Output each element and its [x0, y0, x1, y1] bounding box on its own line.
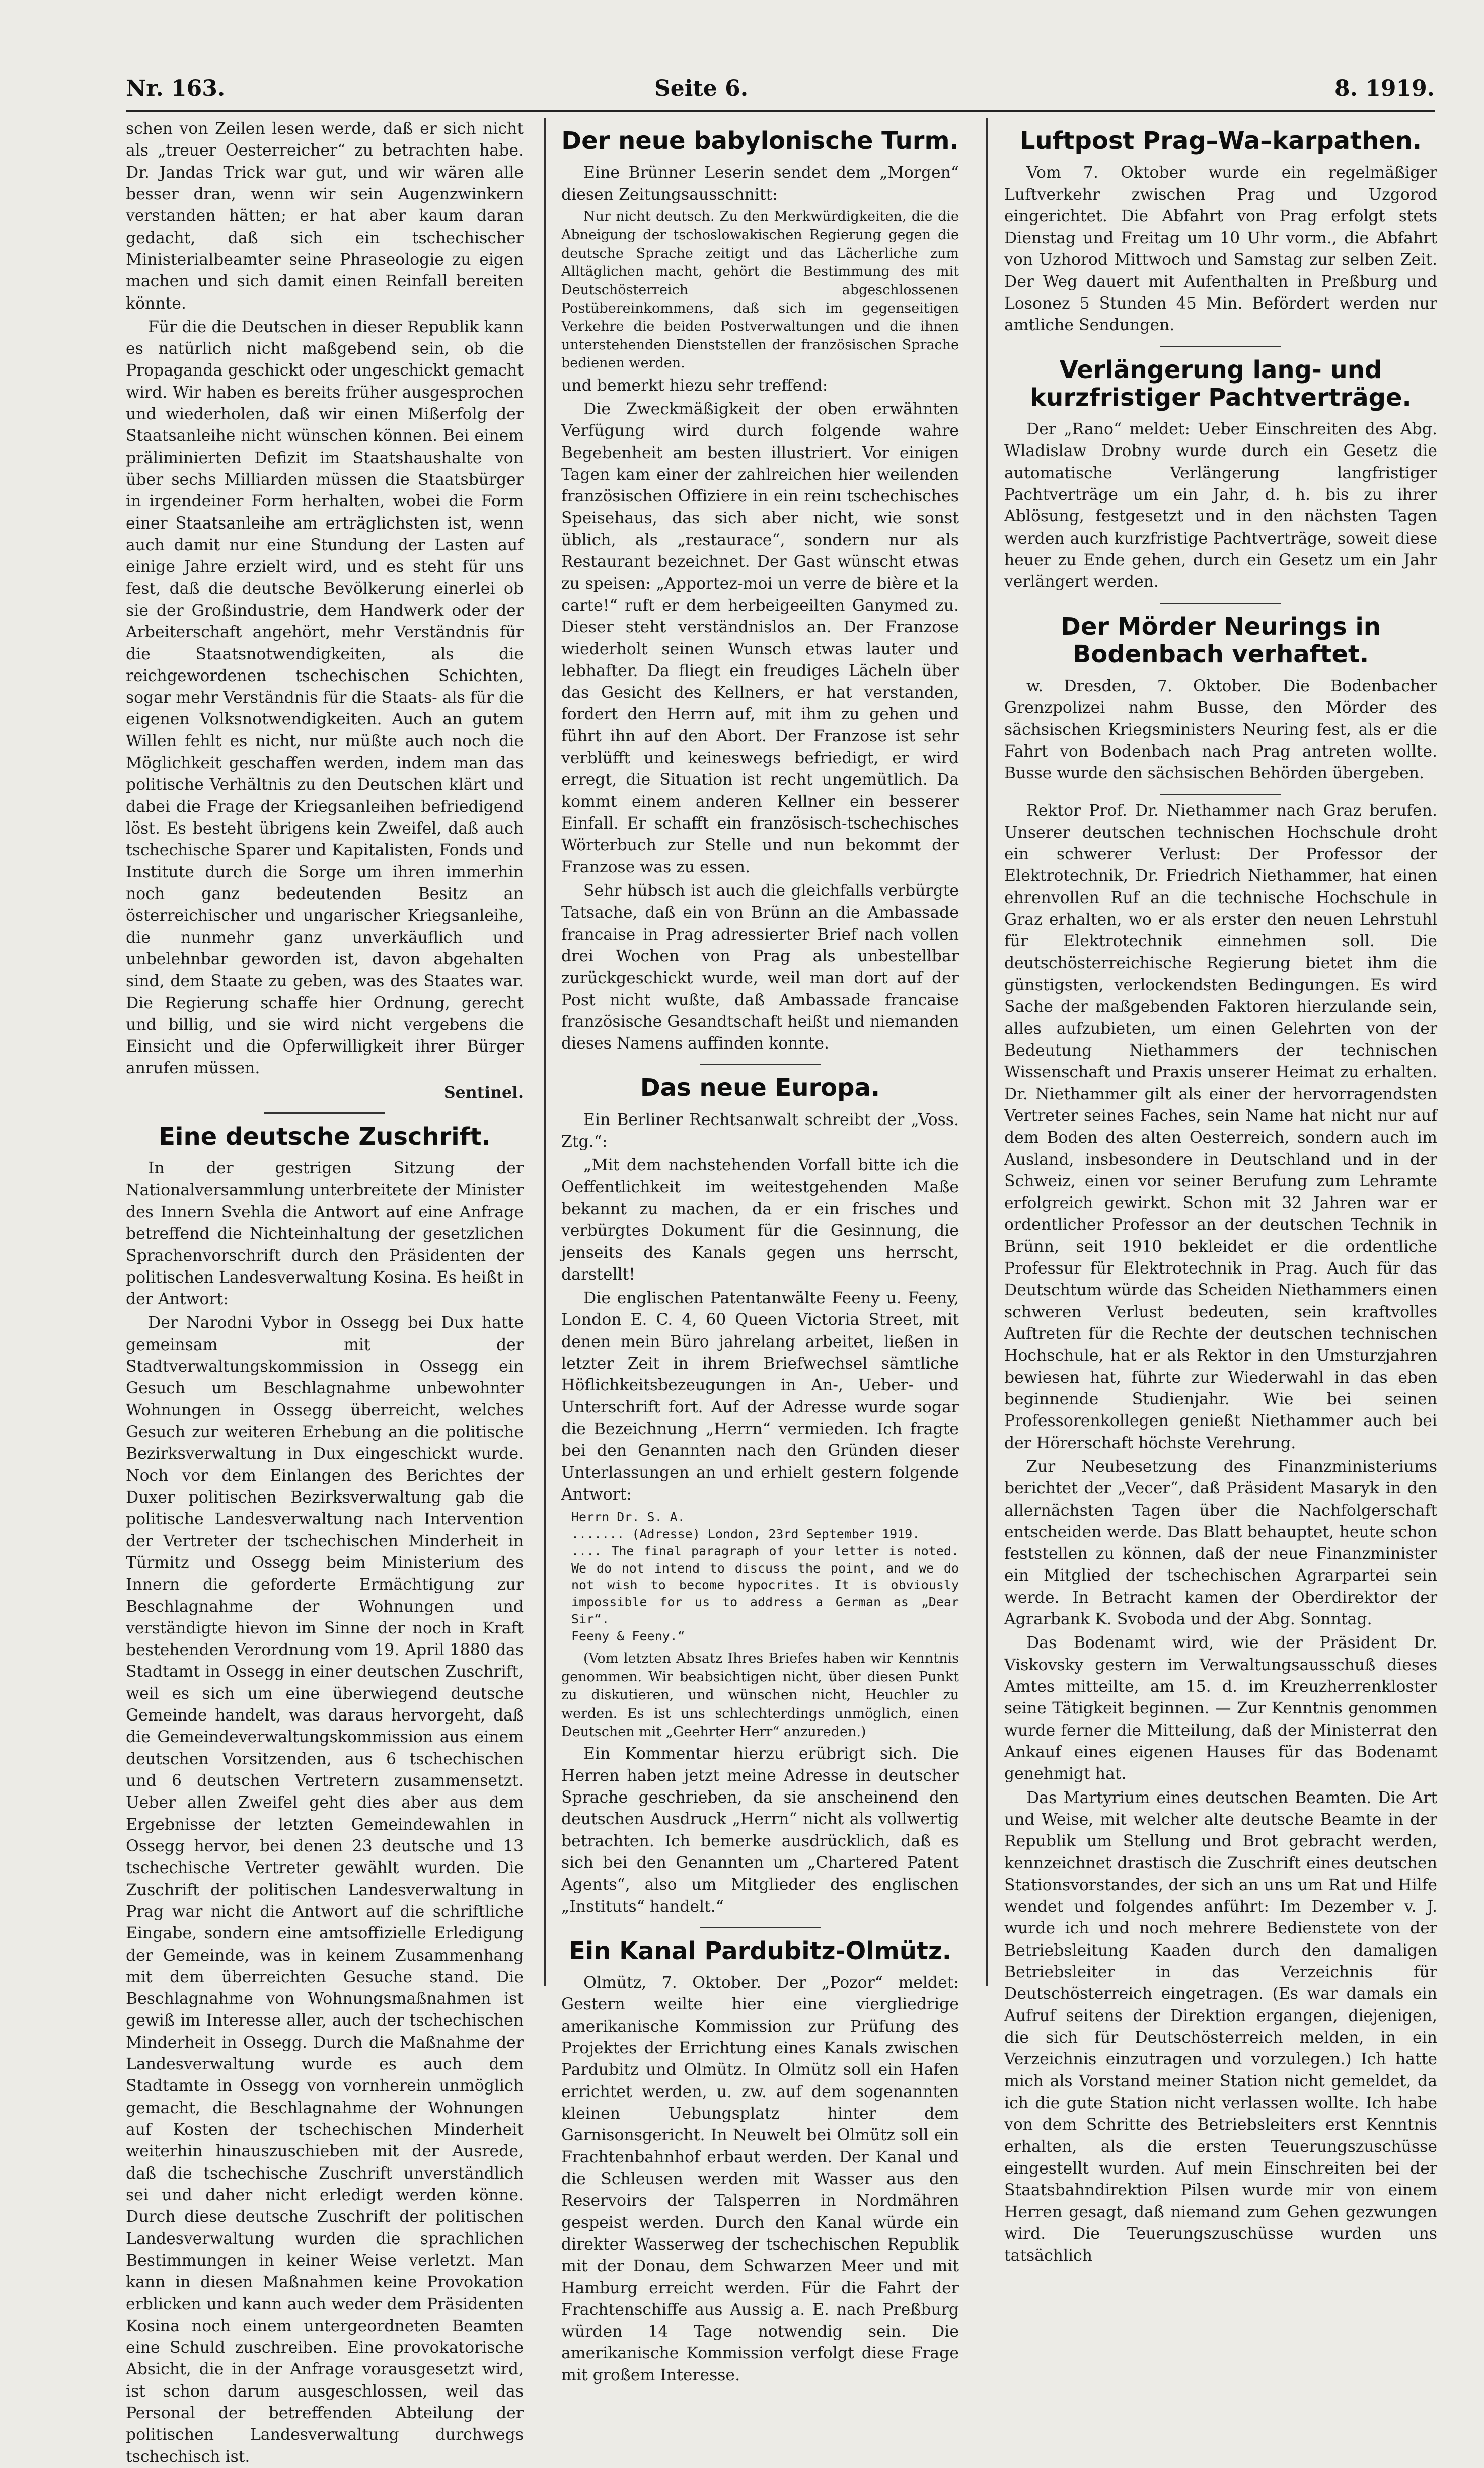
article-paragraph: Rektor Prof. Dr. Niethammer nach Graz berufen. Unserer deutschen technischen Hochschule droht ein schwerer Verlust: Der Professor der Elektrotechnik, Dr. Friedrich Niethammer, hat einen ehrenvollen Ruf an die technische Hochschule in Graz erhalten, wo er als erster den neuen Lehrstuhl für Elektrotechnik einnehmen soll. Die deutschösterreichische Regierung bietet ihm die günstigsten, verlockendsten Bedingungen. Es wird Sache der maßgebenden Faktoren hierzulande sein, alles aufzubieten, um einen Gelehrten von der Bedeutung Niethammers der technischen Wissenschaft und Praxis unserer Heimat zu erhalten. Dr. Niethammer gilt als einer der hervorragendsten Vertreter seines Faches, sein Name hat nicht nur auf dem Boden des alten Oesterreich, sondern auch im Ausland, insbesondere in Deutschland und in der Schweiz, einen vor seiner Berufung zum Lehramte erfolgreich gewirkt. Schon mit 32 Jahren war er ordentlicher Professor an der deutschen Technik in Brünn, seit 1910 bekleidet er die ordentliche Professur für Elektrotechnik in Prag. Auch für das Deutschtum würde das Scheiden Niethammers einen schweren Verlust bedeuten, sein kraftvolles Auftreten für die Rechte der deutschen technischen Hochschule, hat er als Rektor in den Umsturzjahren bewiesen hat, führte zur Wiederwahl in das eben beginnende Studienjahr. Wie bei seinen Professorenkollegen genießt Niethammer auch bei der Hörerschaft höchste Verehrung. — [1004, 801, 1437, 1452]
page-number: Seite 6. — [654, 76, 749, 101]
article-paragraph: „Mit dem nachstehenden Vorfall bitte ich die Oeffentlichkeit im weitestgehenden Maße bekannt zu machen, da er ein frisches und verbürgtes Dokument für die Gesinnung, die jenseits des Kanals gegen uns herrscht, darstellt! — [561, 1156, 959, 1284]
article-paragraph: Der „Rano“ meldet: Ueber Einschreiten des Abg. Wladislaw Drobny wurde durch ein Gesetz die automatische Verlängerung langfristiger Pachtverträge um ein Jahr, d. h. bis zu ihrer Ablösung, festgesetzt und in den nächsten Tagen werden auch kurzfristige Pachtverträge, soweit diese heuer zu Ende gehen, durch ein Gesetz um ein Jahr verlängert werden. — [1004, 420, 1437, 591]
english-letter-quote: Herrn Dr. S. A. ....... (Adresse) London, 23rd September 1919. .... The final paragraph of your letter is noted. We do not intend to discuss the point, and we do not wish to become hypocrites. It is obviously impossible for us to address a German as „Dear Sir“. Feeny & Feeny.“ — [571, 1510, 959, 1643]
headline-europa: Das neue Europa. — [640, 1074, 880, 1102]
article-paragraph: Für die die Deutschen in dieser Republik kann es natürlich nicht maßgebend sein, ob die Propaganda geschickt oder ungeschickt gemacht wird. Wir haben es bereits früher ausgesprochen und wiederholen, daß wir einen Mißerfolg der Staatsanleihe nicht wünschen können. Bei einem präliminierten Defizit im Staatshaushalte von über sechs Milliarden müssen die Staatsbürger in irgendeiner Form herhalten, wobei die Form einer Staatsanleihe am erträglichsten ist, wenn auch damit nur eine Stundung der Lasten auf einige Jahre erzielt wird, und es steht für uns fest, daß die deutsche Bevölkerung einerlei ob sie der Großindustrie, dem Handwerk oder der Arbeiterschaft angehört, mehr Verständnis für die Staatsnotwendigkeiten, als die reichgewordenen tschechischen Schichten, sogar mehr Verständnis für die Staats- als für die eigenen Volksnotwendigkeiten. Auch an gutem Willen fehlt es nicht, nur müßte auch noch die Möglichkeit geschaffen werden, indem man das politische Verhältnis zu den Deutschen klärt und dabei die Frage der Kriegsanleihen befriedigend löst. Es besteht übrigens kein Zweifel, daß auch tschechische Sparer und Kapitalisten, Fonds und Institute durch die Sorge um ihren immerhin noch ganz bedeutenden Besitz an österreichischer und ungarischer Kriegsanleihe, die nunmehr ganz unverkäuflich und unbelehnbar geworden ist, davon abgehalten sind, dem Staate zu geben, was des Staates war. Die Regierung schaffe hier Ordnung, gerecht und billig, und sie wird nicht vergebens die Einsicht und die Opferwilligkeit ihrer Bürger anrufen müssen. — [126, 318, 524, 1078]
column-3 — [1004, 118, 1437, 2265]
separator — [700, 1927, 821, 1928]
author-signature: Sentinel. — [443, 1083, 524, 1102]
separator — [1160, 603, 1281, 604]
separator — [700, 1064, 821, 1065]
page-header — [126, 65, 1435, 111]
article-paragraph: Zur Neubesetzung des Finanzministeriums berichtet der „Vecer“, daß Präsident Masaryk in den allernächsten Tagen über die Nachfolgerschaft entscheiden werde. Das Blatt behauptet, heute schon feststellen zu können, daß der neue Finanzminister ein Mitglied der tschechischen Agrarpartei sein werde. In Betracht kamen der Oberdirektor der Agrarbank K. Svoboda und der Abg. Sonntag. — [1004, 1457, 1437, 1629]
article-paragraph: Eine Brünner Leserin sendet dem „Morgen“ diesen Zeitungsausschnitt: — [561, 164, 959, 204]
issue-number: Nr. 163. — [126, 76, 226, 101]
article-paragraph: Die Zweckmäßigkeit der oben erwähnten Verfügung wird durch folgende wahre Begebenheit am besten illustriert. Vor einigen Tagen kam einer der zahlreichen hier weilenden französischen Offiziere in ein reinı tschechisches Speisehaus, das sich aber nicht, wie sonst üblich, als „restaurace“, sondern nur als Restaurant bezeichnet. Der Gast wünscht etwas zu speisen: „Apportez-moi un verre de bière et la carte!“ ruft er dem herbeigeeilten Ganymed zu. Dieser steht verständnislos an. Der Franzose wiederholt seinen Wunsch etwas lauter und lebhafter. Da fliegt ein freudiges Lächeln über das Gesicht des Kellners, er hat verstanden, fordert den Herrn auf, mit ihm zu gehen und führt ihn auf den Abort. Der Franzose ist sehr verblüfft und keineswegs befriedigt, er wird erregt, die Situation ist recht ungemütlich. Da kommt einem anderen Kellner ein besserer Einfall. Er schafft ein französisch-tschechisches Wörterbuch zur Stelle und nun bekommt der Franzose was zu essen. — [561, 400, 959, 876]
article-paragraph: Ein Kommentar hierzu erübrigt sich. Die Herren haben jetzt meine Adresse in deutscher Sprache geschrieben, da sie anscheinend den deutschen Ausdruck „Herrn“ nicht als vollwertig betrachten. Ich bemerke ausdrücklich, daß es sich bei den Genannten um „Chartered Patent Agents“, also um Mitglieder des englischen „Instituts“ handelt.“ — [561, 1745, 959, 1916]
article-paragraph: w. Dresden, 7. Oktober. Die Bodenbacher Grenzpolizei nahm Busse, den Mörder des sächsischen Kriegsministers Neuring fest, als er die Fahrt von Bodenbach nach Prag antreten wollte. Busse wurde den sächsischen Behörden übergeben. — [1004, 677, 1437, 783]
column-2 — [561, 118, 959, 2384]
headline-moerder: Der Mörder Neurings in Bodenbach verhaftet. — [1061, 612, 1381, 668]
separator — [1160, 794, 1281, 795]
headline-luftpost: Luftpost Prag–Wa–karpathen. — [1019, 127, 1422, 155]
quoted-clipping: Nur nicht deutsch. Zu den Merkwürdigkeiten, die die Abneigung der tschoslowakischen Regierung gegen die deutsche Sprache zeitigt und das Lächerliche zum Alltäglichen macht, gehört die Bestimmung des mit Deutschösterreich abgeschlossenen Postübereinkommens, daß sich im gegenseitigen Verkehre die beiden Postverwaltungen und die ihnen unterstehenden Dienststellen der französischen Sprache bedienen werden. — [561, 208, 959, 371]
article-paragraph: und bemerkt hiezu sehr treffend: — [561, 376, 828, 395]
headline-kanal: Ein Kanal Pardubitz-Olmütz. — [568, 1936, 952, 1965]
article-paragraph: Das Bodenamt wird, wie der Präsident Dr. Viskovsky gestern im Verwaltungsausschuß dieses Amtes mitteilte, am 15. d. im Kreuzherrenkloster seine Tätigkeit beginnen. — Zur Kenntnis genommen wurde ferner die Mitteilung, daß der Ministerrat den Ankauf eines eigenen Hauses für das Bodenamt genehmigt hat. — [1004, 1634, 1437, 1783]
article-paragraph: In der gestrigen Sitzung der Nationalversammlung unterbreitete der Minister des Innern Svehla die Antwort auf eine Anfrage betreffend die Nichteinhaltung der gesetzlichen Sprachenvorschrift durch den Präsidenten der politischen Landesverwaltung Kosina. Es heißt in der Antwort: — [126, 1159, 524, 1309]
column-rule-1 — [544, 118, 546, 1986]
article-paragraph: Vom 7. Oktober wurde ein regelmäßiger Luftverkehr zwischen Prag und Uzgorod eingerichtet. Die Abfahrt von Prag erfolgt stets Dienstag und Freitag um 10 Uhr vorm., die Abfahrt von Uzhorod Mittwoch und Samstag zur selben Zeit. Der Weg dauert mit Aufenthalten in Preßburg und Losonez 5 Stunden 45 Min. Befördert werden nur amtliche Sendungen. — [1004, 164, 1437, 335]
headline-zuschrift: Eine deutsche Zuschrift. — [159, 1123, 491, 1151]
article-paragraph: schen von Zeilen lesen werde, daß er sich nicht als „treuer Oesterreicher“ zu betrachten habe. Dr. Jandas Trick war gut, und wir wären alle besser dran, wenn wir sein Augenzwinkern verstanden hätten; er hat aber kaum daran gedacht, daß sich ein tschechischer Ministerialbeamter seine Phraseologie zu eigen machen und sich damit einen Reinfall bereiten könnte. — [126, 120, 524, 313]
article-paragraph: Olmütz, 7. Oktober. Der „Pozor“ meldet: Gestern weilte hier eine viergliedrige amerikanische Kommission zur Prüfung des Projektes der Errichtung eines Kanals zwischen Pardubitz und Olmütz. In Olmütz soll ein Hafen errichtet werden, u. zw. auf dem sogenannten kleinen Uebungsplatz hinter dem Garnisonsgericht. In Neuwelt bei Olmütz soll ein Frachtenbahnhof erbaut werden. Der Kanal und die Schleusen werden mit Wasser aus den Reservoirs der Talsperren in Nordmähren gespeist werden. Durch den Kanal würde ein direkter Wasserweg der tschechischen Republik mit der Donau, dem Schwarzen Meer und mit Hamburg erreicht werden. Für die Fahrt der Frachtenschiffe aus Aussig a. E. nach Preßburg würden 14 Tage notwendig sein. Die amerikanische Kommission verfolgt diese Frage mit großem Interesse. — [561, 1974, 959, 2384]
article-paragraph: Der Narodni Vybor in Ossegg bei Dux hatte gemeinsam mit der Stadtverwaltungskommission in Ossegg ein Gesuch um Beschlagnahme unbewohnter Wohnungen in Ossegg überreicht, welches Gesuch zur weiteren Erhebung an die politische Bezirksverwaltung in Dux eingeschickt wurde. Noch vor dem Einlangen des Berichtes der Duxer politischen Bezirksverwaltung gab die politische Landesverwaltung nach Intervention der Vertreter der tschechischen Minderheit in Türmitz und Ossegg beim Ministerium des Innern die geforderte Ermächtigung zur Beschlagnahme der Wohnungen und verständigte hievon im Sinne der noch in Kraft bestehenden Verordnung vom 19. April 1880 das Stadtamt in Ossegg in einer deutschen Zuschrift, weil es sich um eine überwiegend deutsche Gemeinde handelt, was daraus hervorgeht, daß die Gemeindeverwaltungskommission aus einem deutschen Vorsitzenden, aus 6 tschechischen und 6 deutschen Vertretern zusammensetzt. Ueber allen Zweifel geht dies aber aus dem Ergebnisse der letzten Gemeindewahlen in Ossegg hervor, bei denen 23 deutsche und 13 tschechische Vertreter gewählt wurden. Die Zuschrift der politischen Landesverwaltung in Prag war nicht die Antwort auf die schriftliche Eingabe, sondern eine amtsoffizielle Erledigung der Gemeinde, was in keinem Zusammenhang mit dem überreichten Gesuche stand. Die Beschlagnahme von Wohnungsmaßnahmen ist gewiß im Interesse aller, auch der tschechischen Minderheit in Ossegg. Durch die Maßnahme der Landesverwaltung wurde es auch dem Stadtamte in Ossegg von vornherein unmöglich gemacht, die Beschlagnahme der Wohnungen auf Kosten der tschechischen Minderheit weiterhin hinauszuschieben mit der Ausrede, daß die tschechische Zuschrift unverständlich sei und daher nicht erledigt werden könne. Durch diese deutsche Zuschrift der politischen Landesverwaltung wurden die sprachlichen Bestimmungen in keiner Weise verletzt. Man kann in diesen Maßnahmen keine Provokation erblicken und kann auch weder dem Präsidenten Kosina noch einem untergeordneten Beamten eine Schuld zuschreiben. Eine provokatorische Absicht, die in der Anfrage vorausgesetzt wird, ist schon darum ausgeschlossen, weil das Personal der betreffenden Abteilung der politischen Landesverwaltung durchwegs tschechisch ist. — [126, 1314, 524, 2466]
column-rule-2 — [986, 118, 988, 1986]
column-1 — [126, 118, 524, 2466]
headline-pacht: Verlängerung lang- und kurzfristiger Pachtverträge. — [1030, 355, 1412, 412]
translation-paragraph: (Vom letzten Absatz Ihres Briefes haben wir Kenntnis genommen. Wir beabsichtigen nicht, über diesen Punkt zu diskutieren, und wünschen nicht, Heuchler zu werden. Es ist uns schlechterdings unmöglich, einen Deutschen mit „Geehrter Herr“ anzureden.) — [561, 1651, 959, 1740]
article-paragraph: Die englischen Patentanwälte Feeny u. Feeny, London E. C. 4, 60 Queen Victoria Street, mit denen mein Büro jahrelang arbeitet, ließen in letzter Zeit in ihrem Briefwechsel sämtliche Höflichkeitsbezeugungen in An-, Ueber- und Unterschrift fort. Auf der Adresse wurde sogar die Bezeichnung „Herrn“ vermieden. Ich fragte bei den Genannten nach den Gründen dieser Unterlassungen an und erhielt gestern folgende Antwort: — [561, 1289, 959, 1504]
article-paragraph: Das Martyrium eines deutschen Beamten. Die Art und Weise, mit welcher alte deutsche Beamte in der Republik um Stellung und Brot gebracht werden, kennzeichnet drastisch die Zuschrift eines deutschen Stationsvorstandes, der sich an uns um Rat und Hilfe wendet und folgendes anführt: Im Dezember v. J. wurde ich und noch mehrere Bedienstete von der Betriebsleitung Kaaden durch den damaligen Betriebsleiter in das Verzeichnis für Deutschösterreich eingetragen. (Es war damals ein Aufruf seitens der Direktion ergangen, diejenigen, die sich für Deutschösterreich melden, in ein Verzeichnis einzutragen und vorzulegen.) Ich hatte mich als Vorstand meiner Station nicht gemeldet, da ich die gute Station nicht verlassen wollte. Ich habe von dem Schritte des Betriebsleiters erst Kenntnis erhalten, als die ersten Teuerungszuschüsse eingestellt wurden. Auf mein Einschreiten bei der Staatsbahndirektion Pilsen wurde mir von einem Herren gesagt, daß niemand zum Gehen gezwungen wird. Die Teuerungszuschüsse wurden uns tatsächlich — [1004, 1788, 1437, 2265]
separator — [1160, 346, 1281, 347]
article-paragraph: Ein Berliner Rechtsanwalt schreibt der „Voss. Ztg.“: — [561, 1110, 959, 1151]
issue-date: 8. 1919. — [1334, 76, 1435, 101]
headline-turm: Der neue babylonische Turm. — [561, 127, 959, 155]
header-rule — [126, 110, 1435, 112]
article-paragraph: Sehr hübsch ist auch die gleichfalls verbürgte Tatsache, daß ein von Brünn an die Ambassade francaise in Prag adressierter Brief nach vollen drei Wochen von Prag als unbestellbar zurückgeschickt wurde, weil man dort auf der Post nicht wußte, daß Ambassade francaise französische Gesandtschaft heißt und niemanden dieses Namens auffinden konnte. — [561, 881, 959, 1053]
separator — [264, 1112, 385, 1114]
